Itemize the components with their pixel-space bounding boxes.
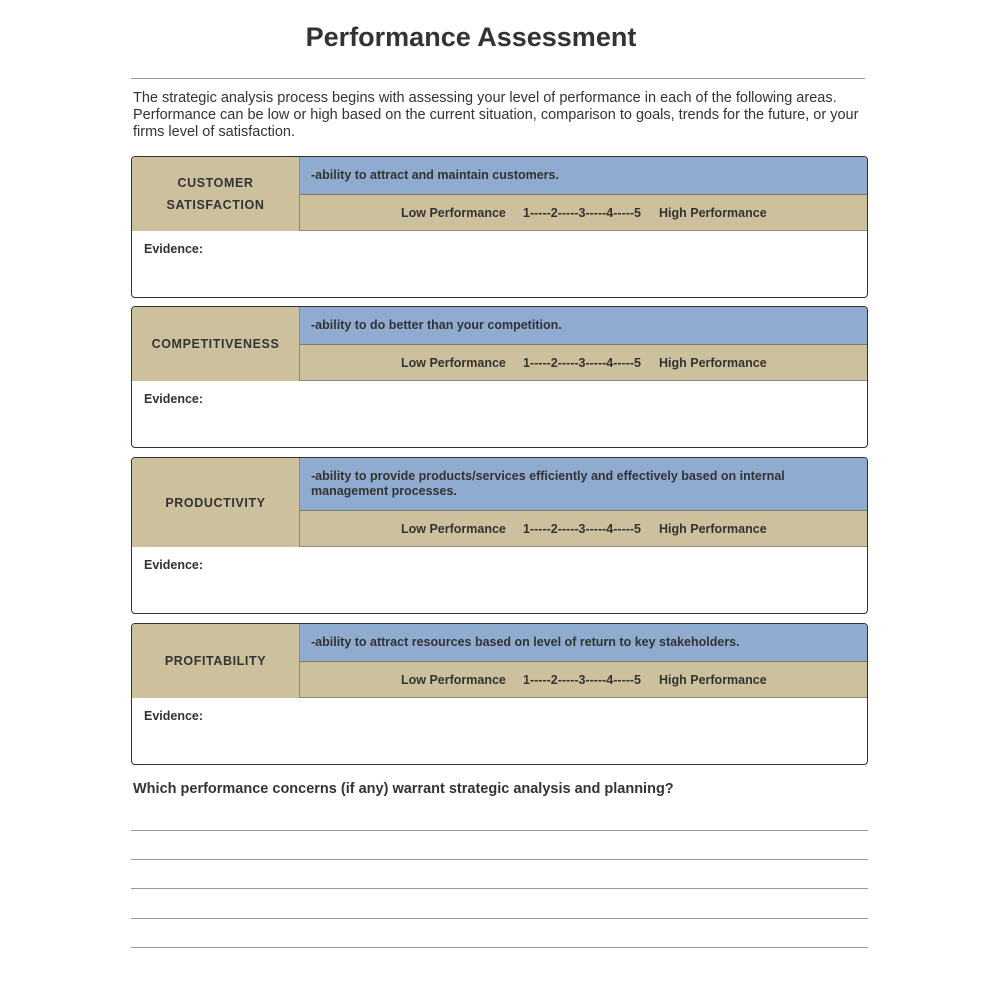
scale-high-label: High Performance <box>659 205 767 220</box>
page-title: Performance Assessment <box>305 22 637 52</box>
answer-line[interactable] <box>131 947 868 948</box>
evidence-label: Evidence: <box>144 392 204 406</box>
answer-line[interactable] <box>131 830 868 831</box>
answer-line[interactable] <box>131 888 868 889</box>
answer-line[interactable] <box>131 859 868 860</box>
rating-scale[interactable] <box>300 511 867 547</box>
scale-high-label: High Performance <box>659 672 767 687</box>
evidence-label: Evidence: <box>144 709 204 723</box>
scale-low-label: Low Performance <box>401 521 506 536</box>
scale-low-label: Low Performance <box>401 672 506 687</box>
scale-low-label: Low Performance <box>401 205 506 220</box>
assessment-card-productivity <box>131 457 868 614</box>
evidence-label: Evidence: <box>144 242 204 256</box>
rating-scale[interactable] <box>300 662 867 698</box>
scale-high-label: High Performance <box>659 521 767 536</box>
scale-numbers[interactable]: 1-----2-----3-----4-----5 <box>523 521 642 536</box>
category-label: PROFITABILITY <box>132 624 300 698</box>
category-description: -ability to attract and maintain customers. <box>300 157 867 195</box>
assessment-card-competitiveness <box>131 306 868 448</box>
category-description: -ability to do better than your competition. <box>300 307 867 345</box>
rating-scale[interactable] <box>300 195 867 231</box>
answer-line[interactable] <box>131 918 868 919</box>
evidence-label: Evidence: <box>144 558 204 572</box>
scale-high-label: High Performance <box>659 355 767 370</box>
intro-paragraph: The strategic analysis process begins with assessing your level of performance in each of the following areas. Performance can be low or high based on the current situation, comparison to goals, trends for the future, or your firms level of satisfaction. <box>133 90 859 140</box>
assessment-card-profitability <box>131 623 868 765</box>
scale-numbers[interactable]: 1-----2-----3-----4-----5 <box>523 672 642 687</box>
title-divider <box>131 78 865 79</box>
planning-question: Which performance concerns (if any) warrant strategic analysis and planning? <box>133 781 674 797</box>
scale-numbers[interactable]: 1-----2-----3-----4-----5 <box>523 355 642 370</box>
category-label: PRODUCTIVITY <box>132 458 300 547</box>
category-label: CUSTOMER SATISFACTION <box>132 157 300 231</box>
category-description: -ability to attract resources based on level of return to key stakeholders. <box>300 624 867 662</box>
category-description: -ability to provide products/services efficiently and effectively based on internal management processes. <box>300 458 867 511</box>
scale-numbers[interactable]: 1-----2-----3-----4-----5 <box>523 205 642 220</box>
assessment-card-customer-satisfaction <box>131 156 868 298</box>
category-label: COMPETITIVENESS <box>132 307 300 381</box>
rating-scale[interactable] <box>300 345 867 381</box>
scale-low-label: Low Performance <box>401 355 506 370</box>
